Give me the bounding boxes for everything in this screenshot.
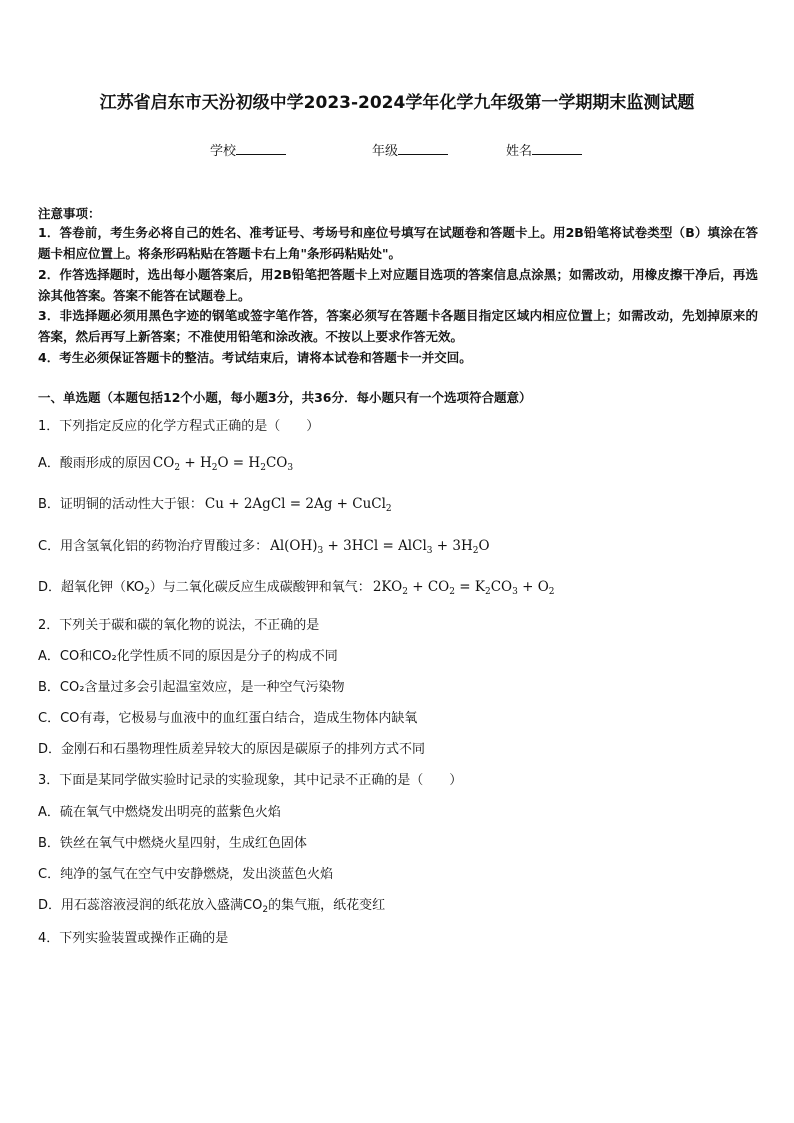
chemical-equation: Cu + 2AgCl = 2Ag + CuCl$_2$: [204, 496, 392, 514]
section-heading: 一、单选题（本题包括12个小题，每小题3分，共36分．每小题只有一个选项符合题意）: [38, 390, 532, 405]
question-3-stem: 3．下面是某同学做实验时记录的实验现象，其中记录不正确的是（ ）: [38, 773, 463, 788]
chemical-equation: $2KO_2 + CO_2 = K_2CO_3 + O_2$: [372, 579, 555, 597]
option-text: D．超氧化钾（KO: [38, 580, 145, 595]
question-2-option-b: B．CO₂含量过多会引起温室效应，是一种空气污染物: [38, 680, 345, 695]
question-3-option-a: A．硫在氧气中燃烧发出明亮的蓝紫色火焰: [38, 805, 281, 820]
question-3-option-b: B．铁丝在氧气中燃烧火星四射，生成红色固体: [38, 836, 307, 851]
question-3-option-c: C．纯净的氢气在空气中安静燃烧，发出淡蓝色火焰: [38, 867, 334, 882]
question-2-option-c: C．CO有毒，它极易与血液中的血红蛋白结合，造成生物体内缺氧: [38, 711, 418, 726]
option-text: 的集气瓶，纸花变红: [268, 898, 386, 913]
name-blank: [532, 142, 582, 155]
name-label: 姓名: [506, 144, 533, 159]
option-text: ）与二氧化碳反应生成碳酸钾和氧气：: [149, 580, 371, 595]
question-1-option-d: D．超氧化钾$(KO_2)$与二氧化碳反应生成碳酸钾和氧气： $2KO_2 + CO_2 = K_2CO_3 + O_2$: [38, 579, 555, 597]
option-text: C．用含氢氧化铝的药物治疗胃酸过多：: [38, 539, 269, 554]
question-3-option-d: D．用石蕊溶液浸润的纸花放入盛满$CO_2$的集气瓶，纸花变红: [38, 898, 386, 915]
note-item: 2．作答选择题时，选出每小题答案后，用2B铅笔把答题卡上对应题目选项的答案信息点涂黑；如需改动，用橡皮擦干净后，再选涂其他答案。答案不能答在试题卷上。: [38, 267, 758, 303]
school-field: [210, 140, 286, 159]
notes-heading: 注意事项：: [38, 206, 101, 221]
question-1-option-a: [38, 452, 293, 471]
note-item: 4．考生必须保证答题卡的整洁。考试结束后，请将本试卷和答题卡一并交回。: [38, 350, 472, 365]
question-2-option-a: A．CO和CO₂化学性质不同的原因是分子的构成不同: [38, 649, 338, 664]
question-4-stem: 4．下列实验装置或操作正确的是: [38, 931, 229, 946]
school-blank: [236, 142, 286, 155]
option-text: A．酸雨形成的原因: [38, 456, 151, 471]
chemical-equation: $Al(OH)_3 + 3HCl$ = AlCl$_3$ + $3H_2O$: [270, 538, 490, 556]
grade-label: 年级: [372, 144, 399, 159]
page-title: 江苏省启东市天汾初级中学2023-2024学年化学九年级第一学期期末监测试题: [99, 93, 695, 113]
grade-blank: [398, 142, 448, 155]
name-field: [506, 140, 582, 159]
question-2-stem: 2．下列关于碳和碳的氧化物的说法，不正确的是: [38, 618, 320, 633]
note-item: 1．答卷前，考生务必将自己的姓名、准考证号、考场号和座位号填写在试题卷和答题卡上。用2B铅笔将试卷类型（B）填涂在答题卡相应位置上。将条形码粘贴在答题卡右上角"条形码粘贴处"。: [38, 225, 758, 261]
school-label: 学校: [210, 144, 237, 159]
question-1-option-b: [38, 493, 392, 512]
question-2-option-d: D．金刚石和石墨物理性质差异较大的原因是碳原子的排列方式不同: [38, 742, 426, 757]
option-text: D．用石蕊溶液浸润的纸花放入盛满CO: [38, 898, 263, 913]
option-text: B．证明铜的活动性大于银：: [38, 497, 203, 512]
grade-field: [372, 140, 448, 159]
chemical-equation: $CO_2 + H_2O = H_2CO_3$: [152, 455, 294, 473]
note-item: 3．非选择题必须用黑色字迹的钢笔或签字笔作答，答案必须写在答题卡各题目指定区域内相应位置上；如需改动，先划掉原来的答案，然后再写上新答案；不准使用铅笔和涂改液。不按以上要求作答无效。: [38, 308, 758, 344]
question-1-stem: 1．下列指定反应的化学方程式正确的是（ ）: [38, 419, 320, 434]
question-1-option-c: [38, 535, 490, 554]
